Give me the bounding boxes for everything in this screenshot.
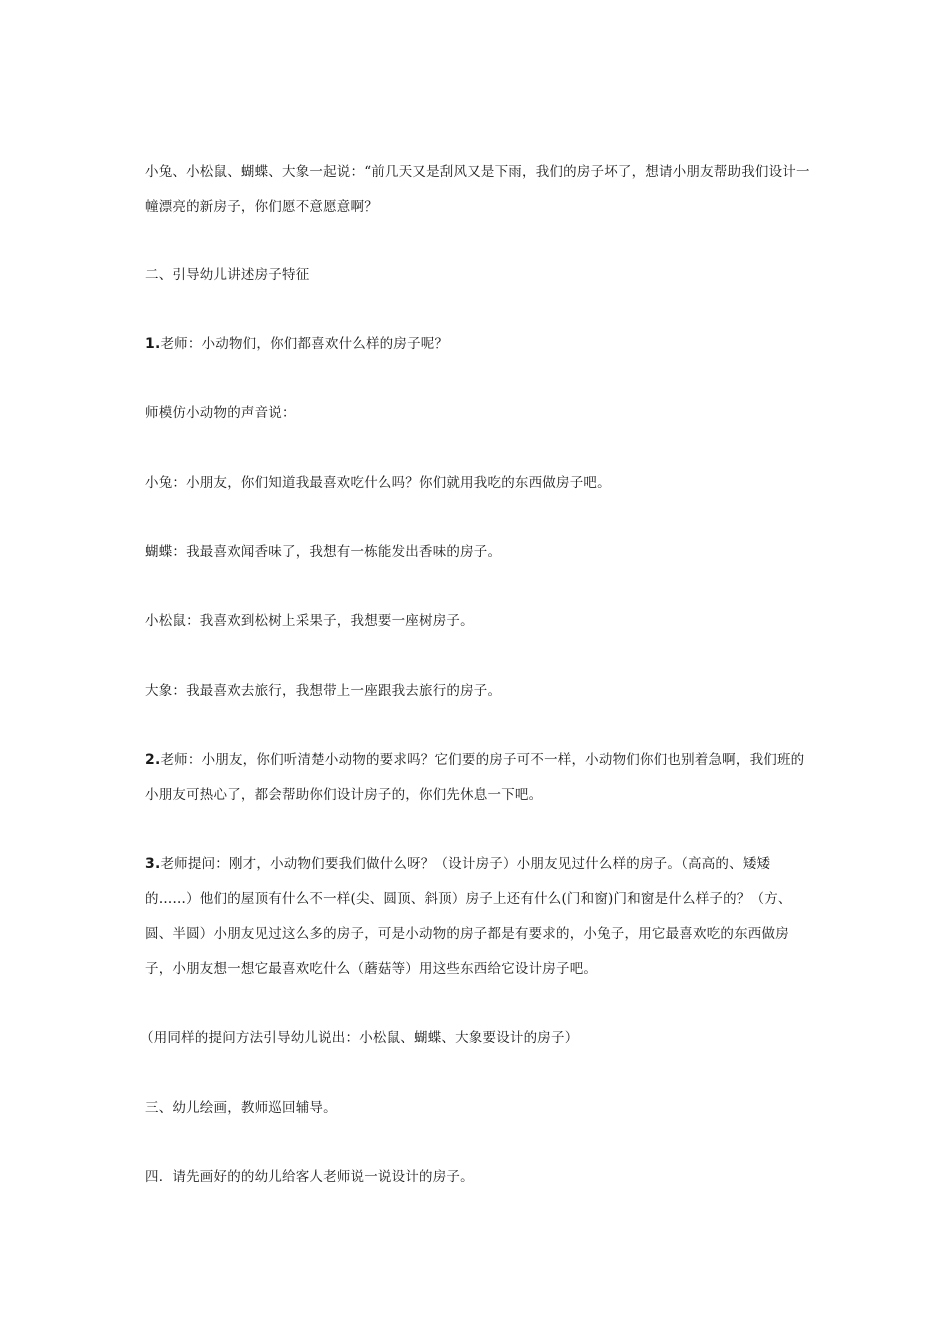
paragraph-elephant (145, 674, 815, 709)
step-number: 1. (145, 336, 161, 352)
section-heading-2 (145, 258, 815, 293)
step-number: 3. (145, 856, 161, 872)
paragraph-text: 小松鼠：我喜欢到松树上采果子，我想要一座树房子。 (145, 613, 474, 629)
paragraph-text: 二、引导幼儿讲述房子特征 (145, 267, 310, 283)
section-heading-4 (145, 1160, 815, 1195)
paragraph-text: 小兔：小朋友，你们知道我最喜欢吃什么吗？你们就用我吃的东西做房子吧。 (145, 475, 611, 491)
step-number: 2. (145, 752, 161, 768)
paragraph-text: 老师：小动物们，你们都喜欢什么样的房子呢？ (160, 336, 449, 352)
paragraph-text: （用同样的提问方法引导幼儿说出：小松鼠、蝴蝶、大象要设计的房子） (140, 1030, 579, 1046)
paragraph-step-1 (145, 327, 815, 362)
section-heading-3 (145, 1091, 815, 1126)
paragraph-note (140, 1021, 810, 1056)
paragraph-text: 蝴蝶：我最喜欢闻香味了，我想有一栋能发出香味的房子。 (145, 544, 502, 560)
paragraph-text: 四．请先画好的的幼儿给客人老师说一说设计的房子。 (145, 1169, 474, 1185)
paragraph-step-2 (145, 743, 815, 813)
paragraph-text: 老师提问：刚才，小动物们要我们做什么呀？（设计房子）小朋友见过什么样的房子。（高高的、矮矮的……）他们的屋顶有什么不一样(尖、圆顶、斜顶）房子上还有什么(门和窗)门和窗是什么样子的？（方、圆、半圆）小朋友见过这么多的房子，可是小动物的房子都是有要求的，小兔子，用它最喜欢吃的东西做房子，小朋友想一想它最喜欢吃什么（蘑菇等）用这些东西给它设计房子吧。 (145, 856, 792, 977)
paragraph-text: 师模仿小动物的声音说： (145, 405, 296, 421)
paragraph-text: 大象：我最喜欢去旅行，我想带上一座跟我去旅行的房子。 (145, 683, 502, 699)
paragraph-step-3 (145, 847, 815, 987)
paragraph-text: 老师：小朋友，你们听清楚小动物的要求吗？它们要的房子可不一样，小动物们你们也别着急啊，我们班的小朋友可热心了，都会帮助你们设计房子的，你们先休息一下吧。 (145, 752, 805, 803)
paragraph-rabbit (145, 466, 815, 501)
paragraph-squirrel (145, 604, 815, 639)
paragraph-teacher-mimic (145, 396, 815, 431)
paragraph-intro (145, 155, 815, 225)
paragraph-text: 三、幼儿绘画，教师巡回辅导。 (145, 1100, 337, 1116)
paragraph-butterfly (145, 535, 815, 570)
paragraph-text: 小兔、小松鼠、蝴蝶、大象一起说：“前几天又是刮风又是下雨，我们的房子坏了，想请小朋友帮助我们设计一幢漂亮的新房子，你们愿不意愿意啊？ (145, 164, 810, 215)
